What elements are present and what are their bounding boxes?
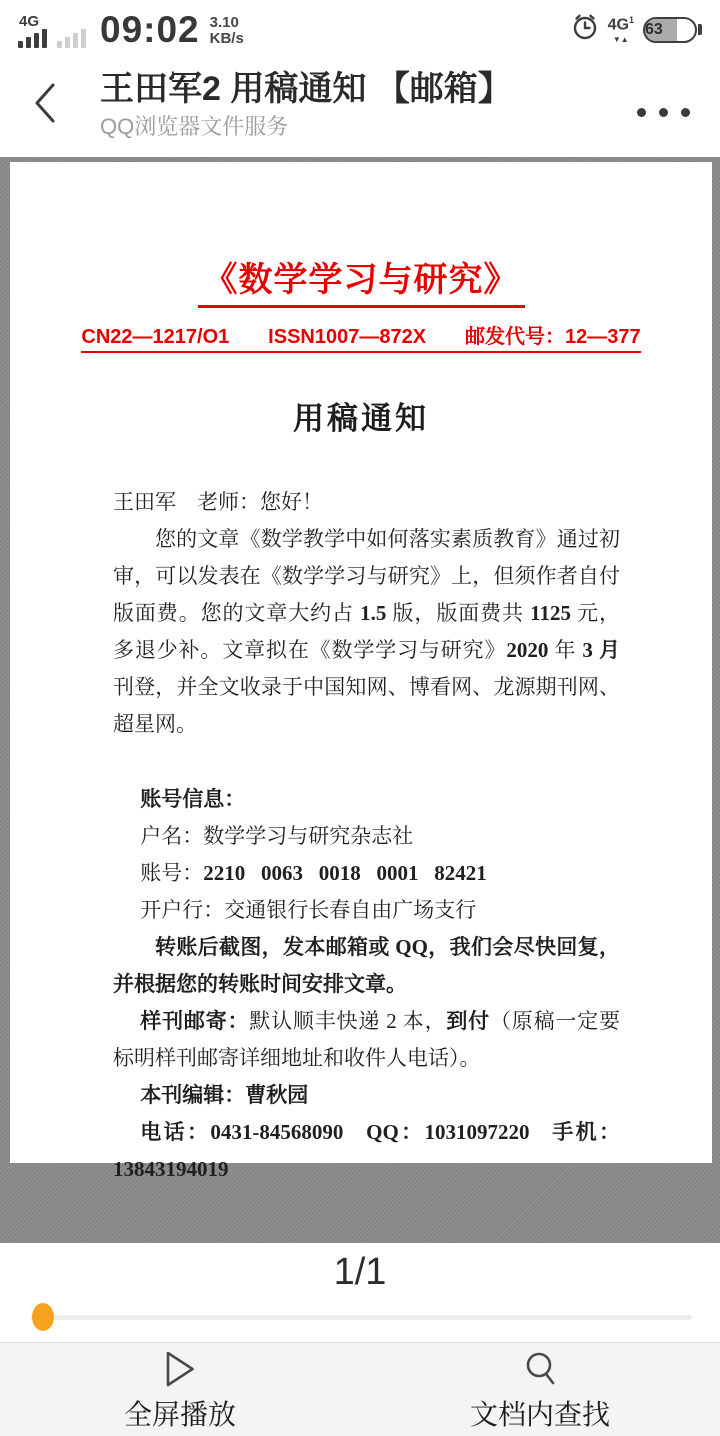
signal-bars-sim2-icon — [57, 28, 86, 48]
doc-paragraph: 本刊编辑：曹秋园 — [140, 1083, 309, 1107]
doc-paragraph: 王田军 老师：您好！ — [113, 490, 323, 514]
chevron-left-icon — [30, 80, 58, 131]
dot-icon — [637, 108, 646, 117]
data-arrows-icon: ▼▲ — [612, 35, 629, 45]
doc-paragraph: 样刊邮寄：默认顺丰快递 2 本，到付（原稿一定要标明样刊邮寄详细地址和收件人电话）。 — [113, 1009, 621, 1070]
alarm-icon — [571, 13, 599, 46]
page-indicator: 1/1 — [333, 1251, 387, 1293]
network-speed — [210, 15, 244, 47]
status-bar-right — [571, 13, 702, 47]
pager-panel — [0, 1243, 720, 1342]
doc-paragraph: 开户行：交通银行长春自由广场支行 — [140, 898, 477, 922]
document-viewer[interactable] — [0, 157, 720, 1243]
doc-spacer — [113, 743, 620, 781]
slider-thumb[interactable] — [32, 1303, 54, 1331]
fullscreen-play-button[interactable] — [0, 1343, 360, 1436]
doc-paragraph: 电话：0431-84568090 QQ：1031097220 手机：13843194019 — [113, 1120, 620, 1181]
journal-codes: CN22—1217/O1 ISSN1007—872X 邮发代号：12—377 — [10, 320, 712, 353]
status-bar — [0, 0, 720, 60]
signal-sim1 — [18, 12, 47, 48]
battery-indicator — [643, 17, 702, 43]
clock-time: 09:02 — [100, 9, 200, 50]
play-icon — [163, 1349, 197, 1394]
slider-track[interactable] — [30, 1315, 692, 1320]
doc-paragraph: 您的文章《数学教学中如何落实素质教育》通过初审，可以发表在《数学学习与研究》上，但须作者自付版面费。您的文章大约占 1.5 版，版面费共 1125 元，多退少补。文章拟在《数学学习与研究》2020 年 3 月刊登，并全文收录于中国知网、博看网、龙源期刊网、超星网。 — [113, 527, 621, 736]
doc-paragraph: 账号信息： — [140, 787, 246, 811]
dot-icon — [681, 108, 690, 117]
dot-icon — [659, 108, 668, 117]
find-in-document-button[interactable] — [360, 1343, 720, 1436]
document-body — [113, 484, 620, 1188]
battery-percent: 63 — [645, 20, 663, 38]
signal-bars-icon — [18, 28, 47, 48]
document-title: 王田军2 用稿通知 【邮箱】 — [100, 70, 512, 108]
header — [0, 60, 720, 157]
back-button[interactable] — [30, 80, 64, 130]
header-text — [100, 60, 720, 142]
find-in-document-label: 文档内查找 — [469, 1398, 610, 1430]
mobile-data-indicator — [608, 13, 634, 47]
doc-paragraph: 转账后截图，发本邮箱或 QQ，我们会尽快回复，并根据您的转账时间安排文章。 — [113, 935, 620, 996]
fullscreen-play-label: 全屏播放 — [123, 1398, 236, 1430]
network-type-label: 4G — [19, 12, 40, 30]
document-source: QQ浏览器文件服务 — [100, 114, 289, 139]
more-options-button[interactable] — [637, 108, 690, 117]
battery-icon — [643, 17, 697, 43]
network-speed-value: 3.10 — [209, 14, 239, 31]
document-page — [10, 162, 712, 1181]
bottom-toolbar — [0, 1342, 720, 1436]
network-speed-unit: KB/s — [209, 30, 244, 47]
doc-paragraph: 账号：2210 0063 0018 0001 82421 — [140, 861, 487, 885]
search-icon — [520, 1349, 560, 1394]
notice-heading: 用稿通知 — [293, 401, 429, 436]
page-slider[interactable] — [30, 1303, 692, 1331]
doc-paragraph: 户名：数学学习与研究杂志社 — [140, 824, 414, 848]
journal-title: 《数学学习与研究》 — [10, 252, 712, 308]
battery-nub — [698, 24, 702, 35]
mobile-data-type: $4G^1$ — [607, 14, 634, 34]
